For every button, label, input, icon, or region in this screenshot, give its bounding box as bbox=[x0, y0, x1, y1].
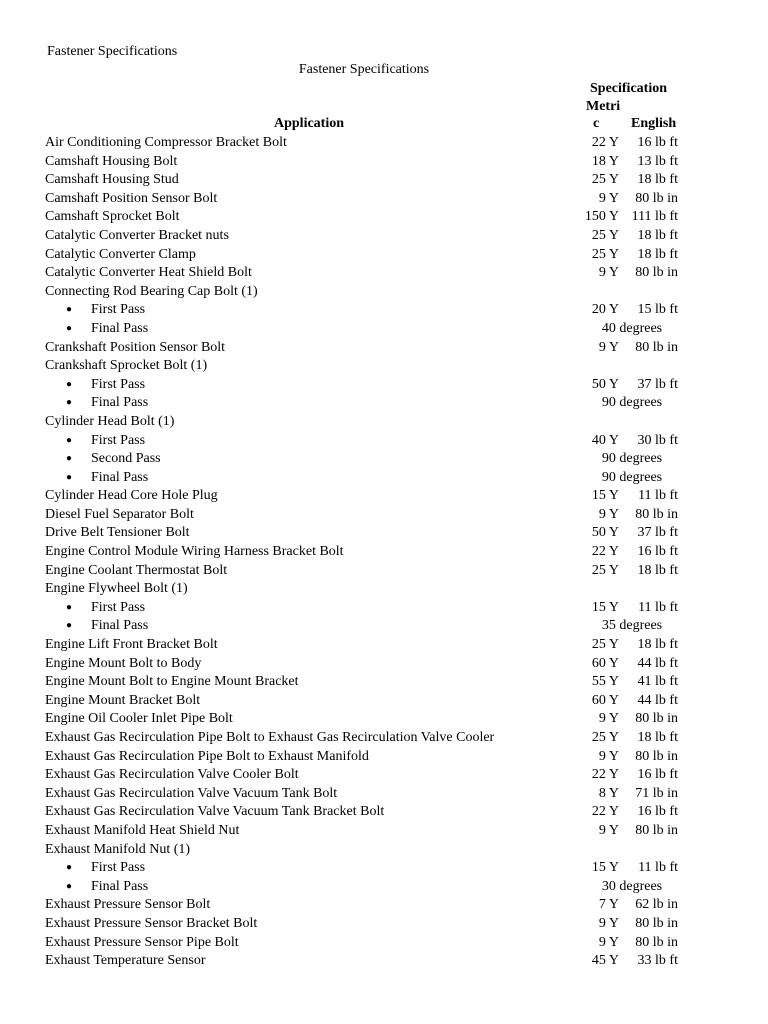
application-cell: Exhaust Manifold Nut (1) bbox=[45, 841, 191, 857]
metric-header-line1: Metri bbox=[586, 99, 621, 114]
application-cell: Engine Mount Bolt to Body bbox=[45, 655, 202, 671]
bullet-icon: ● bbox=[66, 862, 73, 874]
english-cell: 11 lb ft bbox=[638, 599, 678, 615]
metric-cell: 20 Y bbox=[591, 302, 619, 318]
metric-cell: 9 Y bbox=[598, 748, 619, 764]
metric-cell: 18 Y bbox=[591, 153, 619, 169]
application-cell: Second Pass bbox=[91, 451, 161, 467]
application-cell: Cylinder Head Bolt (1) bbox=[45, 413, 175, 429]
table-subrow bbox=[0, 859, 768, 878]
metric-cell: 25 Y bbox=[591, 172, 619, 188]
table-row bbox=[0, 134, 768, 153]
application-cell: Exhaust Pressure Sensor Bracket Bolt bbox=[45, 915, 258, 931]
table-row bbox=[0, 822, 768, 841]
angle-spec-cell: 90 degrees bbox=[601, 395, 663, 411]
table-row bbox=[0, 264, 768, 283]
application-cell: Exhaust Gas Recirculation Valve Vacuum Tank Bracket Bolt bbox=[45, 804, 385, 820]
metric-cell: 9 Y bbox=[598, 506, 619, 522]
angle-spec-cell: 35 degrees bbox=[601, 618, 663, 634]
table-title: Fastener Specifications bbox=[298, 62, 430, 77]
table-subrow bbox=[0, 599, 768, 618]
bullet-icon: ● bbox=[66, 397, 73, 409]
metric-cell: 9 Y bbox=[598, 934, 619, 950]
english-cell: 37 lb ft bbox=[637, 376, 678, 392]
table-row bbox=[0, 487, 768, 506]
metric-cell: 25 Y bbox=[591, 562, 619, 578]
english-cell: 80 lb in bbox=[635, 506, 678, 522]
table-row bbox=[0, 636, 768, 655]
application-cell: Final Pass bbox=[91, 395, 149, 411]
table-row bbox=[0, 543, 768, 562]
application-cell: Exhaust Gas Recirculation Valve Cooler Bolt bbox=[45, 767, 299, 783]
table-row bbox=[0, 208, 768, 227]
english-cell: 16 lb ft bbox=[637, 767, 678, 783]
application-cell: Exhaust Gas Recirculation Pipe Bolt to Exhaust Gas Recirculation Valve Cooler bbox=[45, 730, 495, 745]
metric-cell: 45 Y bbox=[591, 953, 619, 969]
metric-cell: 8 Y bbox=[598, 785, 619, 801]
bullet-icon: ● bbox=[66, 601, 73, 613]
table-row bbox=[0, 915, 768, 934]
metric-header-line2: c bbox=[593, 116, 600, 131]
english-cell: 18 lb ft bbox=[637, 562, 678, 578]
application-cell: Exhaust Gas Recirculation Pipe Bolt to Exhaust Manifold bbox=[45, 748, 369, 764]
application-cell: First Pass bbox=[91, 302, 146, 318]
application-cell: Exhaust Pressure Sensor Pipe Bolt bbox=[45, 934, 239, 950]
metric-cell: 15 Y bbox=[591, 860, 619, 876]
bullet-icon: ● bbox=[66, 322, 73, 334]
application-cell: Camshaft Housing Bolt bbox=[45, 153, 178, 169]
table-row bbox=[0, 655, 768, 674]
application-cell: First Pass bbox=[91, 599, 146, 615]
english-cell: 16 lb ft bbox=[637, 544, 678, 560]
table-row bbox=[0, 729, 768, 748]
application-cell: First Pass bbox=[91, 432, 146, 448]
table-row bbox=[0, 227, 768, 246]
english-cell: 80 lb in bbox=[635, 934, 678, 950]
english-cell: 80 lb in bbox=[635, 822, 678, 838]
specification-header: Specification bbox=[590, 81, 667, 96]
table-row bbox=[0, 246, 768, 265]
english-cell: 71 lb in bbox=[635, 785, 678, 801]
bullet-icon: ● bbox=[66, 434, 73, 446]
metric-cell: 40 Y bbox=[591, 432, 619, 448]
english-cell: 15 lb ft bbox=[637, 302, 678, 318]
metric-cell: 9 Y bbox=[598, 711, 619, 727]
table-subrow bbox=[0, 432, 768, 451]
application-cell: Engine Mount Bolt to Engine Mount Bracket bbox=[45, 674, 299, 690]
application-cell: Engine Lift Front Bracket Bolt bbox=[45, 637, 218, 653]
table-row bbox=[0, 171, 768, 190]
metric-cell: 60 Y bbox=[591, 655, 619, 671]
english-cell: 30 lb ft bbox=[637, 432, 678, 448]
metric-cell: 9 Y bbox=[598, 265, 619, 281]
english-cell: 111 lb ft bbox=[631, 209, 678, 225]
metric-cell: 15 Y bbox=[591, 488, 619, 504]
application-cell: Exhaust Temperature Sensor bbox=[45, 953, 206, 969]
bullet-icon: ● bbox=[66, 880, 73, 892]
table-row bbox=[0, 841, 768, 860]
application-cell: Engine Flywheel Bolt (1) bbox=[45, 581, 188, 597]
table-row bbox=[0, 766, 768, 785]
application-cell: Catalytic Converter Clamp bbox=[45, 246, 196, 262]
bullet-icon: ● bbox=[66, 378, 73, 390]
english-cell: 18 lb ft bbox=[637, 730, 678, 745]
english-cell: 13 lb ft bbox=[637, 153, 678, 169]
table-row bbox=[0, 710, 768, 729]
english-cell: 80 lb in bbox=[635, 711, 678, 727]
english-cell: 18 lb ft bbox=[637, 172, 678, 188]
english-cell: 80 lb in bbox=[635, 748, 678, 764]
table-row bbox=[0, 673, 768, 692]
application-cell: Camshaft Position Sensor Bolt bbox=[45, 190, 218, 206]
angle-spec-cell: 90 degrees bbox=[601, 451, 663, 467]
application-cell: Engine Control Module Wiring Harness Bracket Bolt bbox=[45, 544, 344, 560]
application-cell: Catalytic Converter Bracket nuts bbox=[45, 227, 229, 243]
metric-cell: 150 Y bbox=[584, 209, 619, 225]
metric-cell: 9 Y bbox=[598, 915, 619, 931]
table-row bbox=[0, 785, 768, 804]
bullet-icon: ● bbox=[66, 453, 73, 465]
english-cell: 41 lb ft bbox=[637, 674, 678, 690]
metric-cell: 22 Y bbox=[591, 544, 619, 560]
english-cell: 44 lb ft bbox=[637, 692, 678, 708]
metric-cell: 15 Y bbox=[591, 599, 619, 615]
table-row bbox=[0, 153, 768, 172]
application-cell: Drive Belt Tensioner Bolt bbox=[45, 525, 190, 541]
table-row bbox=[0, 692, 768, 711]
metric-cell: 60 Y bbox=[591, 692, 619, 708]
table-subrow bbox=[0, 617, 768, 636]
angle-spec-cell: 40 degrees bbox=[601, 320, 663, 336]
application-cell: Cylinder Head Core Hole Plug bbox=[45, 488, 218, 504]
application-cell: Engine Mount Bracket Bolt bbox=[45, 692, 201, 708]
application-cell: Exhaust Gas Recirculation Valve Vacuum Tank Bolt bbox=[45, 785, 338, 801]
metric-cell: 50 Y bbox=[591, 525, 619, 541]
application-cell: Air Conditioning Compressor Bracket Bolt bbox=[45, 135, 287, 150]
table-row bbox=[0, 803, 768, 822]
table-row bbox=[0, 283, 768, 302]
metric-cell: 55 Y bbox=[591, 674, 619, 690]
table-subrow bbox=[0, 878, 768, 897]
english-cell: 18 lb ft bbox=[637, 637, 678, 653]
application-cell: Connecting Rod Bearing Cap Bolt (1) bbox=[45, 283, 258, 299]
metric-cell: 7 Y bbox=[598, 897, 619, 913]
application-cell: Catalytic Converter Heat Shield Bolt bbox=[45, 265, 252, 281]
application-header: Application bbox=[274, 116, 345, 131]
table-subrow bbox=[0, 376, 768, 395]
application-cell: Final Pass bbox=[91, 320, 149, 336]
table-row bbox=[0, 357, 768, 376]
metric-cell: 25 Y bbox=[591, 246, 619, 262]
application-cell: Diesel Fuel Separator Bolt bbox=[45, 506, 194, 522]
bullet-icon: ● bbox=[66, 471, 73, 483]
english-cell: 11 lb ft bbox=[638, 488, 678, 504]
table-subrow bbox=[0, 450, 768, 469]
english-cell: 18 lb ft bbox=[637, 227, 678, 243]
application-cell: Crankshaft Sprocket Bolt (1) bbox=[45, 358, 208, 374]
application-cell: Camshaft Housing Stud bbox=[45, 172, 179, 188]
bullet-icon: ● bbox=[66, 620, 73, 632]
application-cell: Final Pass bbox=[91, 469, 149, 485]
table-row bbox=[0, 934, 768, 953]
document-title: Fastener Specifications bbox=[47, 44, 178, 59]
metric-cell: 25 Y bbox=[591, 227, 619, 243]
table-row bbox=[0, 748, 768, 767]
application-cell: First Pass bbox=[91, 860, 146, 876]
english-cell: 62 lb in bbox=[635, 897, 678, 913]
english-cell: 80 lb in bbox=[635, 339, 678, 355]
english-cell: 16 lb ft bbox=[637, 804, 678, 820]
application-cell: Crankshaft Position Sensor Bolt bbox=[45, 339, 226, 355]
english-cell: 18 lb ft bbox=[637, 246, 678, 262]
english-cell: 80 lb in bbox=[635, 190, 678, 206]
table-row bbox=[0, 562, 768, 581]
english-cell: 80 lb in bbox=[635, 915, 678, 931]
english-cell: 37 lb ft bbox=[637, 525, 678, 541]
table-row bbox=[0, 190, 768, 209]
application-cell: Final Pass bbox=[91, 878, 149, 894]
application-cell: Engine Oil Cooler Inlet Pipe Bolt bbox=[45, 711, 233, 727]
specification-table bbox=[0, 134, 768, 971]
metric-cell: 22 Y bbox=[591, 767, 619, 783]
metric-cell: 25 Y bbox=[591, 730, 619, 745]
table-subrow bbox=[0, 394, 768, 413]
application-cell: Exhaust Manifold Heat Shield Nut bbox=[45, 822, 240, 838]
table-subrow bbox=[0, 301, 768, 320]
metric-cell: 9 Y bbox=[598, 339, 619, 355]
table-subrow bbox=[0, 469, 768, 488]
english-cell: 44 lb ft bbox=[637, 655, 678, 671]
english-cell: 80 lb in bbox=[635, 265, 678, 281]
table-row bbox=[0, 896, 768, 915]
english-cell: 11 lb ft bbox=[638, 860, 678, 876]
english-cell: 33 lb ft bbox=[637, 953, 678, 969]
angle-spec-cell: 30 degrees bbox=[601, 878, 663, 894]
metric-cell: 9 Y bbox=[598, 190, 619, 206]
table-row bbox=[0, 524, 768, 543]
application-cell: Engine Coolant Thermostat Bolt bbox=[45, 562, 228, 578]
metric-cell: 22 Y bbox=[591, 804, 619, 820]
table-row bbox=[0, 339, 768, 358]
metric-cell: 22 Y bbox=[591, 135, 619, 150]
application-cell: Exhaust Pressure Sensor Bolt bbox=[45, 897, 211, 913]
application-cell: Final Pass bbox=[91, 618, 149, 634]
table-row bbox=[0, 952, 768, 971]
english-header: English bbox=[631, 116, 677, 131]
english-cell: 16 lb ft bbox=[637, 135, 678, 150]
table-row bbox=[0, 580, 768, 599]
metric-cell: 9 Y bbox=[598, 822, 619, 838]
bullet-icon: ● bbox=[66, 304, 73, 316]
application-cell: First Pass bbox=[91, 376, 146, 392]
table-row bbox=[0, 413, 768, 432]
application-cell: Camshaft Sprocket Bolt bbox=[45, 209, 180, 225]
metric-cell: 50 Y bbox=[591, 376, 619, 392]
table-subrow bbox=[0, 320, 768, 339]
table-row bbox=[0, 506, 768, 525]
angle-spec-cell: 90 degrees bbox=[601, 469, 663, 485]
metric-cell: 25 Y bbox=[591, 637, 619, 653]
